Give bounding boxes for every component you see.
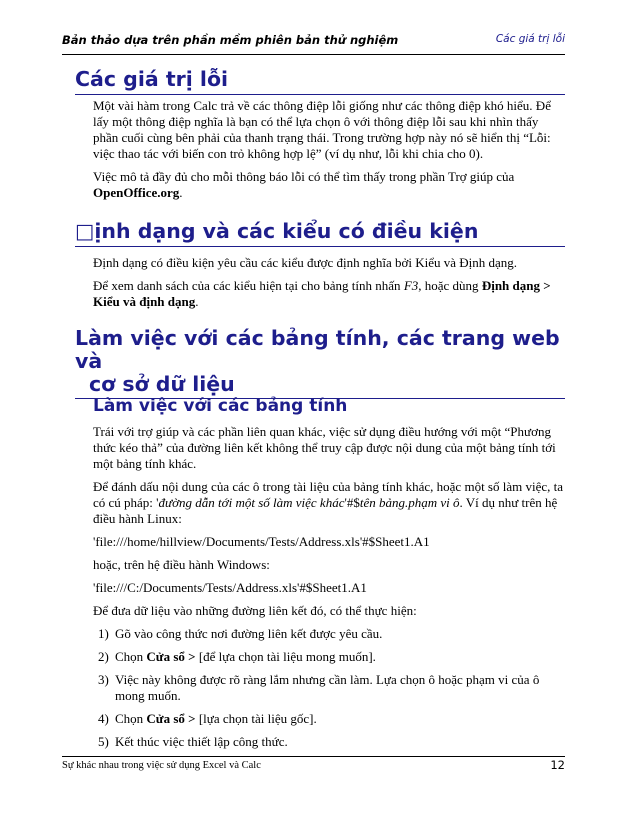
syntax-sheet: tên bảng.phạm vi ô [359,495,460,510]
menu-item-window: Cửa sổ > [146,649,196,664]
missing-glyph-box: □ [75,219,95,243]
section-error-values-body [93,98,565,208]
list-item: 2) Chọn Cửa sổ > [để lựa chọn tài liệu mong muốn]. [98,649,376,664]
shortcut-key: F3 [403,278,419,293]
header-right-text: Các giá trị lỗi [495,33,565,45]
paragraph: Để xem danh sách của các kiểu hiện tại cho bảng tính nhấn F3, hoặc dùng Định dạng > Kiểu và định dạng. [93,278,551,309]
windows-path-example: 'file:///C:/Documents/Tests/Address.xls'#$Sheet1.A1 [93,580,367,595]
steps-intro: Để đưa dữ liệu vào những đường liên kết đó, có thể thực hiện: [93,603,417,618]
heading-working-with-sheets: Làm việc với các bảng tính, các trang web và cơ sở dữ liệu [75,327,565,399]
footer-rule [62,756,565,757]
list-item: 3) Việc này không được rõ ràng lắm nhưng cần làm. Lựa chọn ô hoặc phạm vi của ô mong muốn. [98,672,540,703]
footer-left-text: Sự khác nhau trong việc sử dụng Excel và Calc [62,760,261,771]
menu-item-window: Cửa sổ > [146,711,196,726]
heading-conditional-formatting: □ịnh dạng và các kiểu có điều kiện [75,218,565,247]
paragraph: Trái với trợ giúp và các phần liên quan khác, việc sử dụng điều hướng với một “Phương thức kéo thả” của đường liên kết không thể truy cập được nội dung của một bảng tính tới một bảng tính khác. [93,424,556,471]
header-left-text: Bản thảo dựa trên phần mềm phiên bản thử nghiệm [62,33,399,47]
section-working-body [93,424,565,757]
syntax-path: đường dẫn tới một số làm việc khác [158,495,345,510]
paragraph: Một vài hàm trong Calc trả về các thông điệp lỗi giống như các thông điệp khó hiểu. Để lấy một thông điệp nghĩa là bạn có thể lựa chọn ô với thông điệp lỗi sau khi nhìn thấy phần cuối cùng bên phải của thanh trạng thái. Trong trường hợp này nó sẽ hiển thị “Lỗi: việc thao tác với biến con trỏ không hợp lệ” (ví dụ như, lỗi khi chia cho 0). [93,98,551,161]
paragraph: Định dạng có điều kiện yêu cầu các kiểu được định nghĩa bởi Kiểu và Định dạng. [93,255,518,270]
paragraph: hoặc, trên hệ điều hành Windows: [93,557,270,572]
list-item: 1) Gõ vào công thức nơi đường liên kết được yêu cầu. [98,626,383,641]
paragraph: Để đánh dấu nội dung của các ô trong tài liệu của bảng tính khác, hoặc một số làm việc, ta có cú pháp: 'đường dẫn tới một số làm việc khác'#$tên bảng.phạm vi ô. Ví dụ như trên hệ điều hành Linux: [93,479,564,526]
heading-error-values: Các giá trị lỗi [75,66,565,95]
subheading-working-with-spreadsheets: Làm việc với các bảng tính [93,396,348,416]
paragraph: Việc mô tả đầy đủ cho mỗi thông báo lỗi có thể tìm thấy trong phần Trợ giúp của OpenOffice.org. [93,169,515,200]
product-name: OpenOffice.org [93,185,180,200]
linux-path-example: 'file:///home/hillview/Documents/Tests/Address.xls'#$Sheet1.A1 [93,534,430,549]
page-number: 12 [550,758,565,772]
list-item: 5) Kết thúc việc thiết lập công thức. [98,734,288,749]
header-rule [62,54,565,55]
list-item: 4) Chọn Cửa sổ > [lựa chọn tài liệu gốc]. [98,711,317,726]
menu-path: Định dạng > Kiểu và định dạng [93,278,551,309]
steps-list [93,626,565,750]
section-conditional-body [93,255,565,317]
